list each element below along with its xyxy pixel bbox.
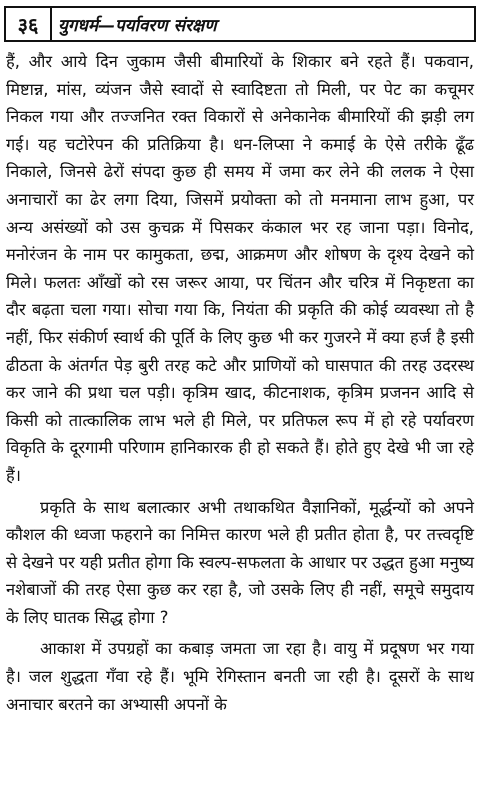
running-head: युगधर्म—पर्यावरण संरक्षण xyxy=(58,15,217,36)
paragraph-3: आकाश में उपग्रहों का कबाड़ जमता जा रहा है। वायु में प्रदूषण भर गया है। जल शुद्धता गँवा रहे हैं। भूमि रेगिस्तान बनती जा रही है। दूसरों के साथ अनाचार बरतने का अभ्यासी अपनों के xyxy=(6,639,474,714)
paragraph-2: प्रकृति के साथ बलात्कार अभी तथाकथित वैज्ञानिकों, मूर्द्धन्यों को अपने कौशल की ध्वजा फहराने का निमित्त कारण भले ही प्रतीत होता है, पर तत्त्वदृष्टि से देखने पर यही प्रतीत होगा कि स्वल्प-सफलता के आधार पर उद्धत हुआ मनुष्य नशेबाजों की तरह ऐसा कुछ कर रहा है, जो उसके लिए ही नहीं, समूचे समुदाय के लिए घातक सिद्ध होगा ? xyxy=(6,497,474,627)
page-header xyxy=(4,6,476,42)
paragraph-1: हैं, और आये दिन जुकाम जैसी बीमारियों के शिकार बने रहते हैं। पकवान, मिष्टान्न, मांस, व्यंजन जैसे स्वादों से स्वादिष्टता तो मिली, पर पेट का कचूमर निकल गया और तज्जनित रक्त विकारों से अनेकानेक बीमारियों की झड़ी लग गई। यह चटोरेपन की प्रतिक्रिया है। धन-लिप्सा ने कमाई के ऐसे तरीके ढूँढ निकाले, जिनसे ढेरों संपदा कुछ ही समय में जमा कर लेने की ललक ने ऐसा अनाचारों का ढेर लगा दिया, जिसमें प्रयोक्ता को तो मनमाना लाभ हुआ, पर अन्य असंख्यों को उस कुचक्र में पिसकर कंकाल भर रह जाना पड़ा। विनोद, मनोरंजन के नाम पर कामुकता, छद्म, आक्रमण और शोषण के दृश्य देखने को मिले। फलतः आँखों को रस जरूर आया, पर चिंतन और चरित्र में निकृष्टता का दौर बढ़ता चला गया। सोचा गया कि, नियंता की प्रकृति की कोई व्यवस्था तो है नहीं, फिर संकीर्ण स्वार्थ की पूर्ति के लिए कुछ भी कर गुजरने में क्या हर्ज है इसी ढीठता के अंतर्गत पेड़ बुरी तरह कटे और प्राणियों को घासपात की तरह उदरस्थ कर जाने की प्रथा चल पड़ी। कृत्रिम खाद, कीटनाशक, कृत्रिम प्रजनन आदि से किसी को तात्कालिक लाभ भले ही मिले, पर प्रतिफल रूप में हो रहे पर्यावरण विकृति के दूरगामी परिणाम हानिकारक ही हो सकते हैं। होते हुए देखे भी जा रहे हैं। xyxy=(6,52,474,485)
body-text xyxy=(6,48,474,718)
page-number: ३६ xyxy=(6,8,52,40)
